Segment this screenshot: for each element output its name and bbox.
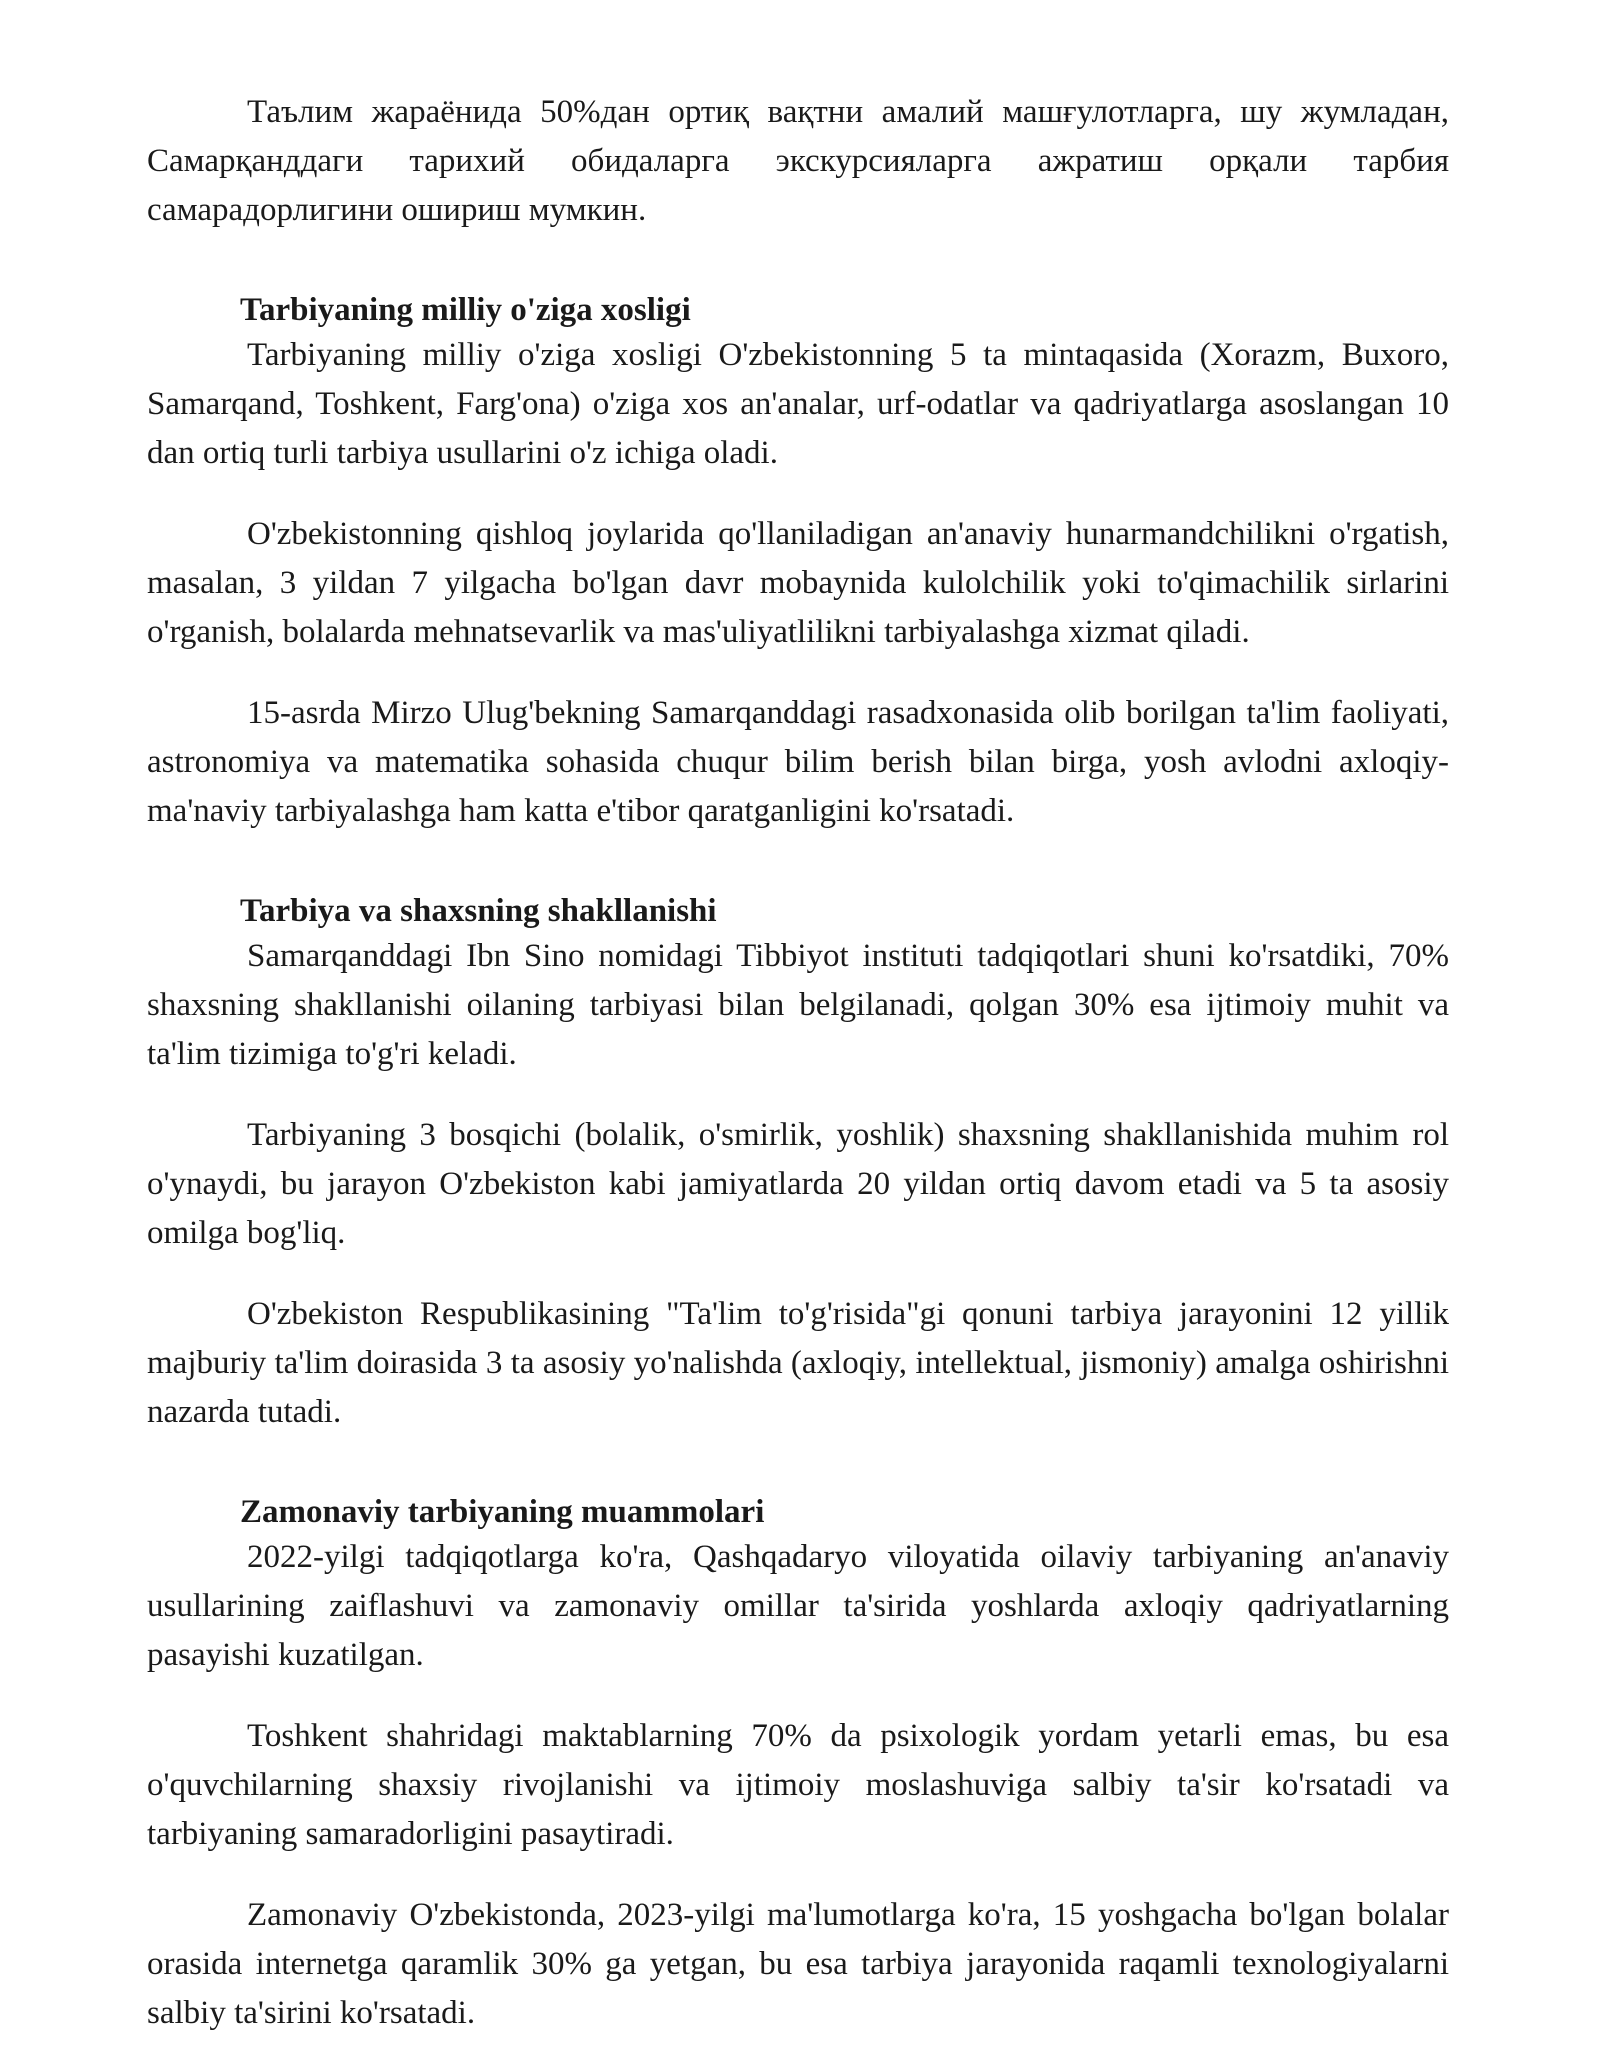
intro-paragraph: Таълим жараёнида 50%дан ортиқ вақтни амалий машғулотларга, шу жумладан, Самарқанддаги тарихий обидаларга экскурсияларга ажратиш орқали тарбия самарадорлигини ошириш мумкин. bbox=[147, 94, 1449, 228]
section-2-paragraph-1: Samarqanddagi Ibn Sino nomidagi Tibbiyot instituti tadqiqotlari shuni ko'rsatdiki, 70% shaxsning shakllanishi oilaning tarbiyasi bilan belgilanadi, qolgan 30% esa ijtimoiy muhit va ta'lim tizimiga to'g'ri keladi. bbox=[147, 938, 1449, 1072]
section-3-paragraph-2: Toshkent shahridagi maktablarning 70% da psixologik yordam yetarli emas, bu esa o'quvchilarning shaxsiy rivojlanishi va ijtimoiy moslashuviga salbiy ta'sir ko'rsatadi va tarbiyaning samaradorligini pasaytiradi. bbox=[147, 1718, 1449, 1852]
section-3-paragraph-1: 2022-yilgi tadqiqotlarga ko'ra, Qashqadaryo viloyatida oilaviy tarbiyaning an'anaviy usullarining zaiflashuvi va zamonaviy omillar ta'sirida yoshlarda axloqiy qadriyatlarning pasayishi kuzatilgan. bbox=[147, 1539, 1449, 1673]
section-1-paragraph-1: Tarbiyaning milliy o'ziga xosligi O'zbekistonning 5 ta mintaqasida (Xorazm, Buxoro, Samarqand, Toshkent, Farg'ona) o'ziga xos an'analar, urf-odatlar va qadriyatlarga asoslangan 10 dan ortiq turli tarbiya usullarini o'z ichiga oladi. bbox=[147, 337, 1449, 471]
section-heading-personality-formation: Tarbiya va shaxsning shakllanishi bbox=[240, 893, 717, 929]
section-1-paragraph-2: O'zbekistonning qishloq joylarida qo'llaniladigan an'anaviy hunarmandchilikni o'rgatish, masalan, 3 yildan 7 yilgacha bo'lgan davr mobaynida kulolchilik yoki to'qimachilik sirlarini o'rganish, bolalarda mehnatsevarlik va mas'uliyatlilikni tarbiyalashga xizmat qiladi. bbox=[147, 516, 1449, 650]
section-heading-modern-problems: Zamonaviy tarbiyaning muammolari bbox=[240, 1494, 765, 1530]
section-2-paragraph-2: Tarbiyaning 3 bosqichi (bolalik, o'smirlik, yoshlik) shaxsning shakllanishida muhim rol o'ynaydi, bu jarayon O'zbekiston kabi jamiyatlarda 20 yildan ortiq davom etadi va 5 ta asosiy omilga bog'liq. bbox=[147, 1117, 1449, 1251]
section-2-paragraph-3: O'zbekiston Respublikasining "Ta'lim to'g'risida"gi qonuni tarbiya jarayonini 12 yillik majburiy ta'lim doirasida 3 ta asosiy yo'nalishda (axloqiy, intellektual, jismoniy) amalga oshirishni nazarda tutadi. bbox=[147, 1296, 1449, 1430]
section-1-paragraph-3: 15-asrda Mirzo Ulug'bekning Samarqanddagi rasadxonasida olib borilgan ta'lim faoliyati, astronomiya va matematika sohasida chuqur bilim berish bilan birga, yosh avlodni axloqiy-ma'naviy tarbiyalashga ham katta e'tibor qaratganligini ko'rsatadi. bbox=[147, 695, 1449, 829]
section-heading-national-identity: Tarbiyaning milliy o'ziga xosligi bbox=[240, 292, 691, 328]
section-3-paragraph-3: Zamonaviy O'zbekistonda, 2023-yilgi ma'lumotlarga ko'ra, 15 yoshgacha bo'lgan bolalar orasida internetga qaramlik 30% ga yetgan, bu esa tarbiya jarayonida raqamli texnologiyalarni salbiy ta'sirini ko'rsatadi. bbox=[147, 1897, 1449, 2031]
document-page bbox=[147, 88, 1449, 2070]
